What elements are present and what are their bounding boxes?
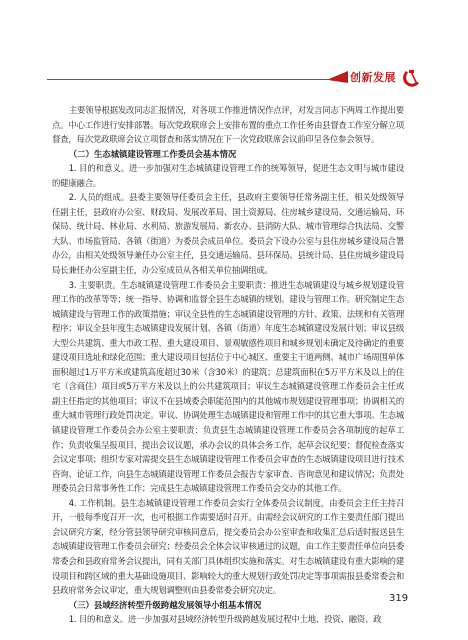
body-paragraph: 3. 主要职责。生态城镇建设管理工作委员会主要职责：推进生态城镇建设与城乡规划建设管理工作的改革等等；统一指导、协调和监督全县生态城镇的规划、建设与管理工作。研究制定生态城镇建设与管理工作的政策措施；审议全县性的生态城镇建设管理的方针、政策、法规和有关管理程序；审议全县年度生态城镇建设发展计划、各镇（街道）年度生态城镇建设发展计划；审议县级大型公共建筑、重大市政工程、重大建设项目、景观敏感性项目和城乡规划未确定及待确定的重要建设项目选址和绿化范围；重大建设项目包括位于中心城区、重要主干道两侧、城市广场周围单体面积超过1万平方米或建筑高度超过30米（含30米）的建筑；总建筑面积在5万平方米及以上的住宅（含商住）项目或5万平方米及以上的公共建筑项目；审议生态城镇建设管理工作委员会主任或副主任指定的其他项目；审议不在县域委会职能范围内的其他城市规划建设管理事项；协调相关的重大城市管理行政处罚决定。审议、协调处理生态城镇建设和管理工作中的其它重大事项。生态城镇建设管理工作委员会办公室主要职责：负责县生态城镇建设管理工作委员会各项制度的起草工作；负责收集呈报项目，提出会议议题，承办会议的具体会务工作，起草会议纪要；督促检查落实会议定事项；组织专家对需提交县生态城镇建设管理工作委员会审查的生态城镇建设项目进行技术咨询、论证工作，向县生态城镇建设管理工作委员会报告专家审查、咨询意见和建议情况；负责处理委员会日常事务性工作；完成县生态城镇建设管理工作委员会交办的其他工作。 [52, 279, 404, 494]
section-heading: （三）县域经济转型升级跨越发展领导小组基本情况 [68, 599, 262, 610]
body-paragraph: 主要领导根据发改同志汇报情况，对各项工作推进情况作点评，对发言同志下两周工作提出要点。中心工作进行安排部署。每次党政联席会上安排布置的重点工作任务由县督查工作室分解立项督查，每次党政联席会议立项督查和落实情况在下一次党政联席会议前印呈各位参会领导。 [52, 105, 404, 145]
page-header [0, 0, 468, 100]
body-paragraph: 2. 人员的组成。县委主要领导任委员会主任，县政府主要领导任常务副主任，相关处级领导任副主任，县政府办公室、财政局、发展改革局、国土资源局、住房城乡建设局、交通运输局、环保局、统计局、林业局、水利局、旅游发展局、新农办、县消防大队、城市管理综合执法局、交警大队、市场监管局、各镇（街道）为委员会成员单位。委员会下设办公室与县住房城乡建设局合署办公，由相关处级领导兼任办公室主任，县交通运输局、县环保局、县统计局、县住房城乡建设局局长兼任办公室副主任，办公室成员从各相关单位抽调组成。 [52, 192, 404, 276]
section-name: 创新发展 [350, 71, 396, 84]
body-paragraph: 1. 目的和意义。进一步加强对县域经济转型升级跨越发展过程中土地、投资、融资、政 [68, 614, 382, 625]
document-body [52, 103, 404, 627]
body-paragraph: 4. 工作机制。县生态城镇建设管理工作委员会实行全体委员会议制度，由委员会主任主持召开，一般每季度召开一次，也可根据工作需要适时召开。由需经会议研究的工作主要责任部门提出会议研究方案，经分管县领导研究审核同意后，提交委员会办公室审查和收集汇总后适时报送县生态城镇建设管理工作委员会研究；经委员会全体会议审核通过的议题，由工作主要责任单位向县委常委会和县政府常务会议提出，同有关部门具体组织实施和落实。对生态城镇建设有重大影响的建设项目和跨区域的重大基础设施项目、影响较大的重大规划行政处罚决定等事项需报县委常委会和县政府常务会议审定，重大规划调整则由县委常委会研究决定。 [52, 497, 404, 596]
header-flag-wedge [330, 71, 348, 83]
header-rule [47, 79, 342, 80]
body-paragraph: 1. 目的和意义。进一步加强对生态城镇建设管理工作的统筹领导，促进生态文明与城市建设的健康融合。 [52, 163, 404, 188]
page-number: 319 [389, 593, 409, 604]
hammer-sickle-emblem-icon [400, 67, 422, 89]
section-heading: （二）生态城镇建设管理工作委员会基本情况 [68, 148, 237, 159]
